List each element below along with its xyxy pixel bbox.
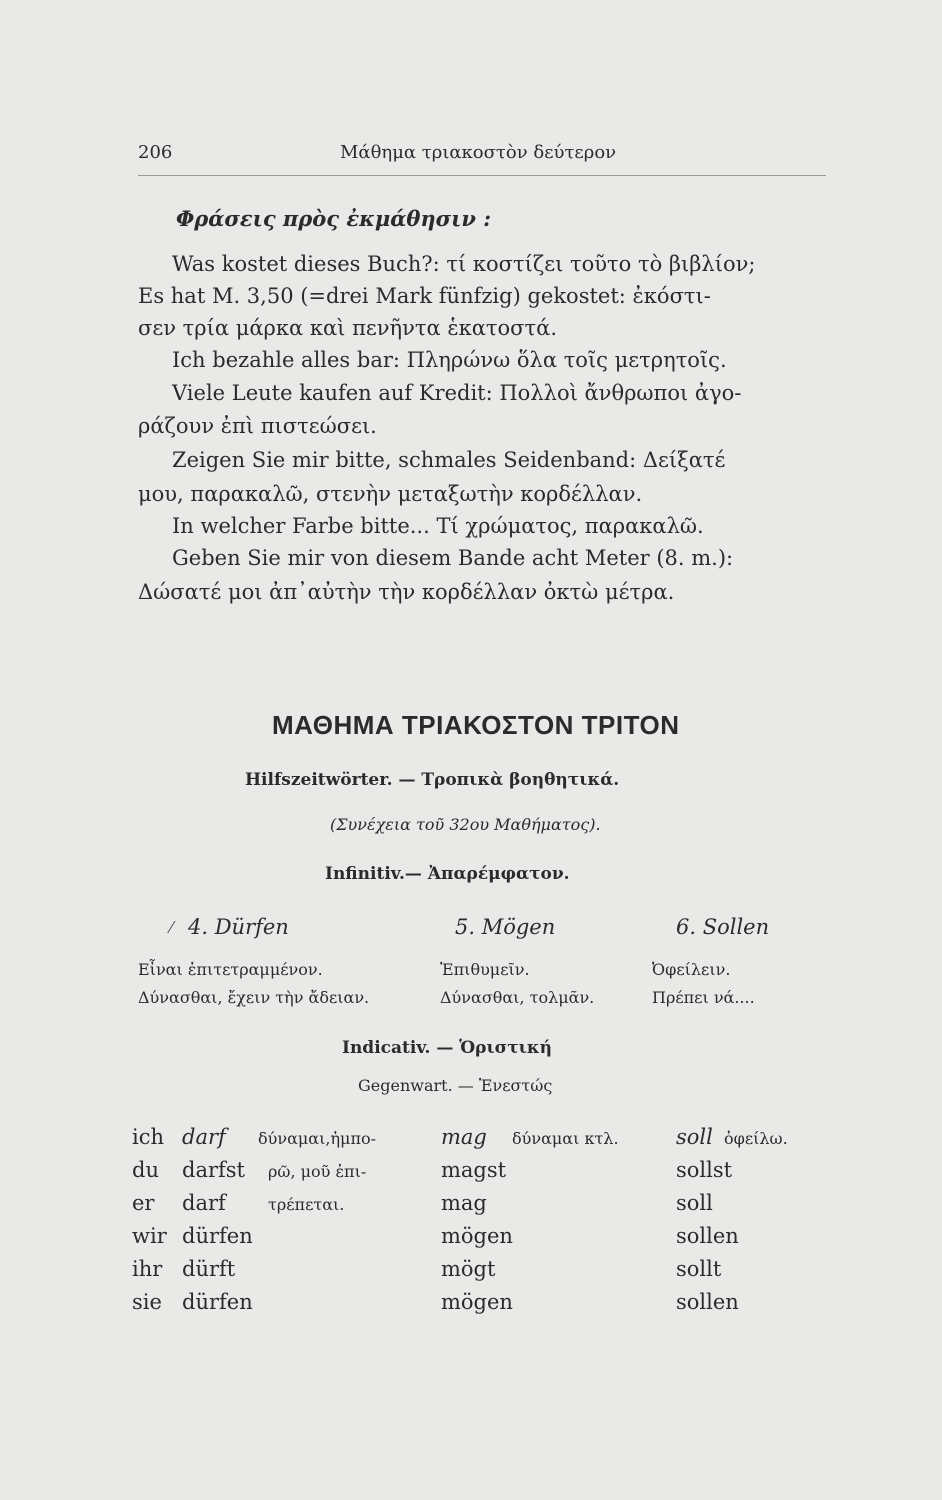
hilfs-heading: Hilfszeitwörter. — Τροπικὰ βοηθητικά. [245, 770, 620, 790]
verb-meaning: Δύνασθαι, ἔχειν τὴν ἄδειαν. [138, 988, 370, 1007]
mogen-form: magst [441, 1158, 507, 1182]
phrase-line: Geben Sie mir von diesem Bande acht Meter (8. m.): [172, 546, 734, 570]
verb-meaning: Εἶναι ἐπιτετραμμένον. [138, 960, 323, 979]
verb-heading-durfen: 4. Dürfen [188, 915, 289, 939]
mogen-form: mag [441, 1191, 487, 1215]
phrase-line: Zeigen Sie mir bitte, schmales Seidenband: Δείξατέ [172, 448, 726, 472]
pronoun: er [132, 1191, 155, 1215]
pronoun: du [132, 1158, 159, 1182]
mogen-gloss: δύναμαι κτλ. [512, 1129, 619, 1148]
verb-heading-sollen: 6. Sollen [676, 915, 770, 939]
mogen-form: mögen [441, 1224, 513, 1248]
continuation-note: (Συνέχεια τοῦ 32ου Μαθήματος). [330, 815, 601, 834]
durfen-form: dürfen [182, 1224, 253, 1248]
header-rule [138, 175, 826, 176]
gegenwart-heading: Gegenwart. — Ἐνεστώς [358, 1076, 553, 1095]
phrase-line: ράζουν ἐπὶ πιστεώσει. [138, 414, 377, 438]
sollen-form: soll [676, 1125, 713, 1149]
phrase-line: μου, παρακαλῶ, στενὴν μεταξωτὴν κορδέλλαν. [138, 482, 643, 506]
phrase-line: σεν τρία μάρκα καὶ πενῆντα ἑκατοστά. [138, 316, 557, 340]
durfen-form: dürfen [182, 1290, 253, 1314]
durfen-form: darf [182, 1125, 226, 1149]
sollen-form: soll [676, 1191, 713, 1215]
phrase-line: Was kostet dieses Buch?: τί κοστίζει τοῦτο τὸ βιβλίον; [172, 252, 756, 276]
mogen-form: mögen [441, 1290, 513, 1314]
phrase-line: Δώσατέ μοι ἀπ᾽αὐτὴν τὴν κορδέλλαν ὀκτὼ μέτρα. [138, 580, 675, 604]
sollen-form: sollen [676, 1290, 739, 1314]
phrases-heading: Φράσεις πρὸς ἐκμάθησιν : [176, 206, 491, 231]
phrase-line: In welcher Farbe bitte... Τί χρώματος, παρακαλῶ. [172, 514, 704, 538]
durfen-gloss: δύναμαι,ἠμπο- [258, 1129, 376, 1148]
lesson-title: ΜΑΘΗΜΑ ΤΡΙΑΚΟΣΤΟΝ ΤΡΙΤΟΝ [272, 710, 680, 740]
pronoun: sie [132, 1290, 162, 1314]
sollen-gloss: ὀφείλω. [724, 1129, 788, 1148]
sollen-form: sollt [676, 1257, 722, 1281]
page-number: 206 [138, 142, 173, 163]
indicativ-heading: Indicativ. — Ὁριστική [342, 1038, 552, 1058]
verb-meaning: Δύνασθαι, τολμᾶν. [440, 988, 595, 1007]
durfen-form: dürft [182, 1257, 236, 1281]
mogen-form: mag [441, 1125, 487, 1149]
verb-meaning: Ἐπιθυμεῖν. [440, 960, 530, 979]
phrase-line: Viele Leute kaufen auf Kredit: Πολλοὶ ἄνθρωποι ἀγο- [172, 381, 742, 405]
sollen-form: sollst [676, 1158, 733, 1182]
margin-mark: ⁄ [170, 918, 173, 937]
durfen-form: darf [182, 1191, 226, 1215]
verb-heading-mogen: 5. Mögen [455, 915, 556, 939]
verb-meaning: Ὀφείλειν. [652, 960, 731, 979]
phrase-line: Ich bezahle alles bar: Πληρώνω ὅλα τοῖς μετρητοῖς. [172, 348, 727, 372]
durfen-gloss: τρέπεται. [268, 1195, 345, 1214]
running-title: Μάθημα τριακοστὸν δεύτερον [340, 142, 617, 163]
pronoun: ich [132, 1125, 165, 1149]
durfen-gloss: ρῶ, μοῦ ἐπι- [268, 1162, 367, 1181]
phrase-line: Es hat M. 3,50 (=drei Mark fünfzig) gekostet: ἐκόστι- [138, 284, 711, 308]
sollen-form: sollen [676, 1224, 739, 1248]
durfen-form: darfst [182, 1158, 245, 1182]
pronoun: ihr [132, 1257, 163, 1281]
infinitiv-heading: Infinitiv.— Ἀπαρέμφατον. [325, 864, 570, 884]
mogen-form: mögt [441, 1257, 496, 1281]
verb-meaning: Πρέπει νά.... [652, 988, 755, 1007]
pronoun: wir [132, 1224, 167, 1248]
